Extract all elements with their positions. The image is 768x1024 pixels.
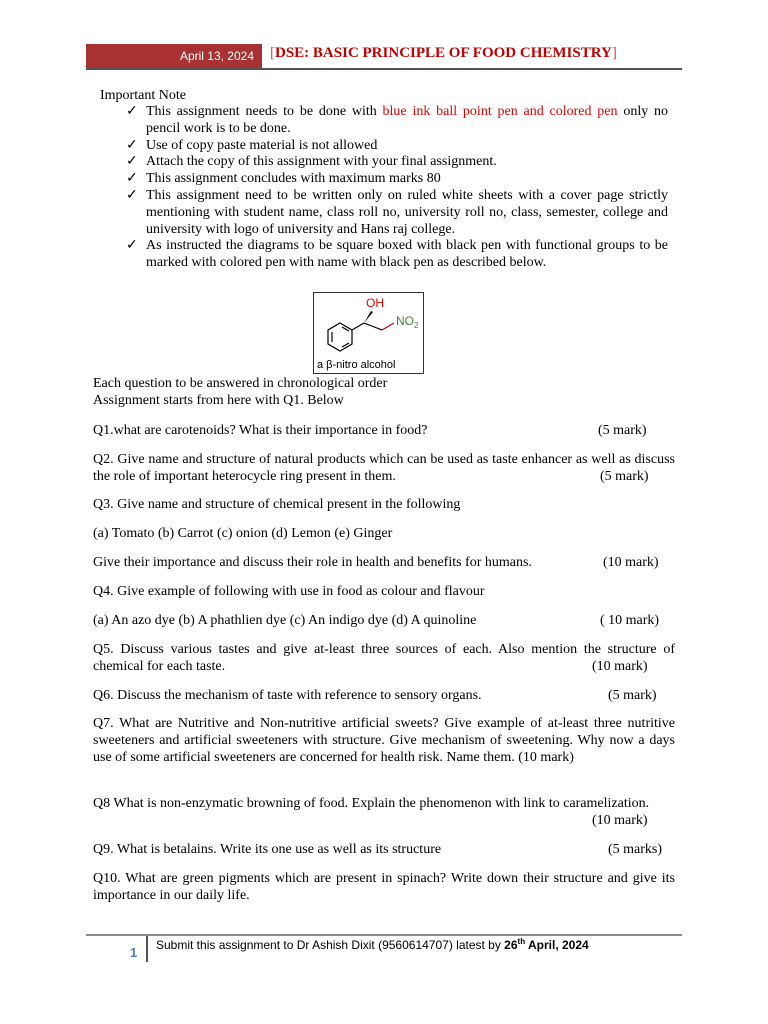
- footer-deadline: 26th April, 2024: [504, 937, 589, 952]
- page-number: 1: [130, 945, 138, 960]
- mark-q5: (10 mark): [592, 659, 648, 674]
- footer-rule: [86, 934, 682, 936]
- question-q6: Q6. Discuss the mechanism of taste with reference to sensory organs.: [93, 688, 482, 703]
- mark-q1: (5 mark): [598, 423, 647, 438]
- note-item: [126, 104, 668, 138]
- question-q1: Q1.what are carotenoids? What is their importance in food?: [93, 423, 428, 438]
- question-q7: Q7. What are Nutritive and Non-nutritive artificial sweets? Give example of at-least three nutritive sweeteners and artificial sweeteners with structure. Give mechanism of sweetening. Why now a days use of some artificial sweeteners are concerned for health risk. Name them. (10 mark): [93, 716, 675, 765]
- bond: [352, 323, 364, 330]
- mark-q3: (10 mark): [603, 555, 659, 570]
- note-item: [126, 154, 668, 171]
- question-q8: Q8 What is non-enzymatic browning of food. Explain the phenomenon with link to caramelization.: [93, 796, 650, 811]
- footer-instruction: Submit this assignment to Dr Ashish Dixit (9560614707) latest by: [156, 938, 505, 952]
- mark-q4: ( 10 mark): [600, 613, 660, 628]
- question-q3-sub: Give their importance and discuss their role in health and benefits for humans.: [93, 555, 532, 570]
- checkmark-icon: ✓: [126, 137, 138, 153]
- checkmark-icon: ✓: [126, 187, 138, 203]
- note-heading: Important Note: [100, 88, 186, 103]
- bond: [364, 323, 382, 330]
- note-text: This assignment need to be written only on ruled white sheets with a cover page strictly mentioning with student name, class roll no, university roll no, class, semester, college and university with logo of university and Hans raj college.: [146, 187, 668, 237]
- question-q4-items: (a) An azo dye (b) A phathlien dye (c) An indigo dye (d) A quinoline: [93, 613, 477, 628]
- bond: [382, 323, 394, 330]
- document-title: [270, 45, 617, 62]
- footer-divider: [146, 936, 148, 962]
- note-item: [126, 171, 668, 188]
- mark-q8: (10 mark): [592, 813, 648, 828]
- note-text: As instructed the diagrams to be square boxed with black pen with functional groups to be marked with colored pen with name with black pen as described below.: [146, 238, 668, 271]
- wedge-bond: [364, 311, 373, 323]
- checkmark-icon: ✓: [126, 238, 138, 254]
- footer-text: [156, 937, 589, 952]
- note-item: [126, 138, 668, 155]
- oh-label: OH: [366, 296, 384, 310]
- figure-caption: a β-nitro alcohol: [317, 359, 396, 371]
- note-text: Attach the copy of this assignment with your final assignment.: [146, 154, 497, 170]
- question-q3: Q3. Give name and structure of chemical present in the following: [93, 497, 461, 512]
- checkmark-icon: ✓: [126, 171, 138, 187]
- mark-q6: (5 mark): [608, 688, 657, 703]
- question-q9: Q9. What is betalains. Write its one use as well as its structure: [93, 842, 442, 857]
- checkmark-icon: ✓: [126, 154, 138, 170]
- note-highlight: blue ink ball point pen and colored pen: [382, 104, 618, 119]
- note-text: only no pencil work is to be done.: [146, 104, 668, 136]
- header-rule: [86, 68, 682, 70]
- question-q3-items: (a) Tomato (b) Carrot (c) onion (d) Lemon (e) Ginger: [93, 526, 393, 541]
- intro-line: Assignment starts from here with Q1. Below: [93, 393, 344, 408]
- question-q4: Q4. Give example of following with use in food as colour and flavour: [93, 584, 485, 599]
- title-bracket-open: [: [270, 45, 275, 61]
- beta-nitro-alcohol-figure: [313, 292, 424, 374]
- note-list: [126, 104, 668, 272]
- mark-q9: (5 marks): [608, 842, 663, 857]
- note-item: [126, 238, 668, 272]
- no2-label: $NO_2$: [396, 314, 419, 330]
- mark-q2: (5 mark): [600, 469, 649, 484]
- title-text: DSE: BASIC PRINCIPLE OF FOOD CHEMISTRY: [275, 45, 612, 61]
- note-text: This assignment needs to be done with: [146, 104, 383, 119]
- title-bracket-close: ]: [611, 45, 617, 61]
- note-text: Use of copy paste material is not allowed: [146, 137, 378, 153]
- question-q10: Q10. What are green pigments which are present in spinach? Write down their structure and give its importance in our daily life.: [93, 871, 675, 903]
- checkmark-icon: ✓: [126, 104, 138, 119]
- note-item: [126, 188, 668, 238]
- note-text: This assignment concludes with maximum marks 80: [146, 171, 441, 187]
- question-q2: Q2. Give name and structure of natural products which can be used as taste enhancer as well as discuss the role of important heterocycle ring present in them.: [93, 452, 675, 484]
- intro-line: Each question to be answered in chronological order: [93, 376, 388, 391]
- header-date: April 13, 2024: [86, 44, 262, 68]
- question-q5: Q5. Discuss various tastes and give at-least three sources of each. Also mention the structure of chemical for each taste.: [93, 642, 675, 674]
